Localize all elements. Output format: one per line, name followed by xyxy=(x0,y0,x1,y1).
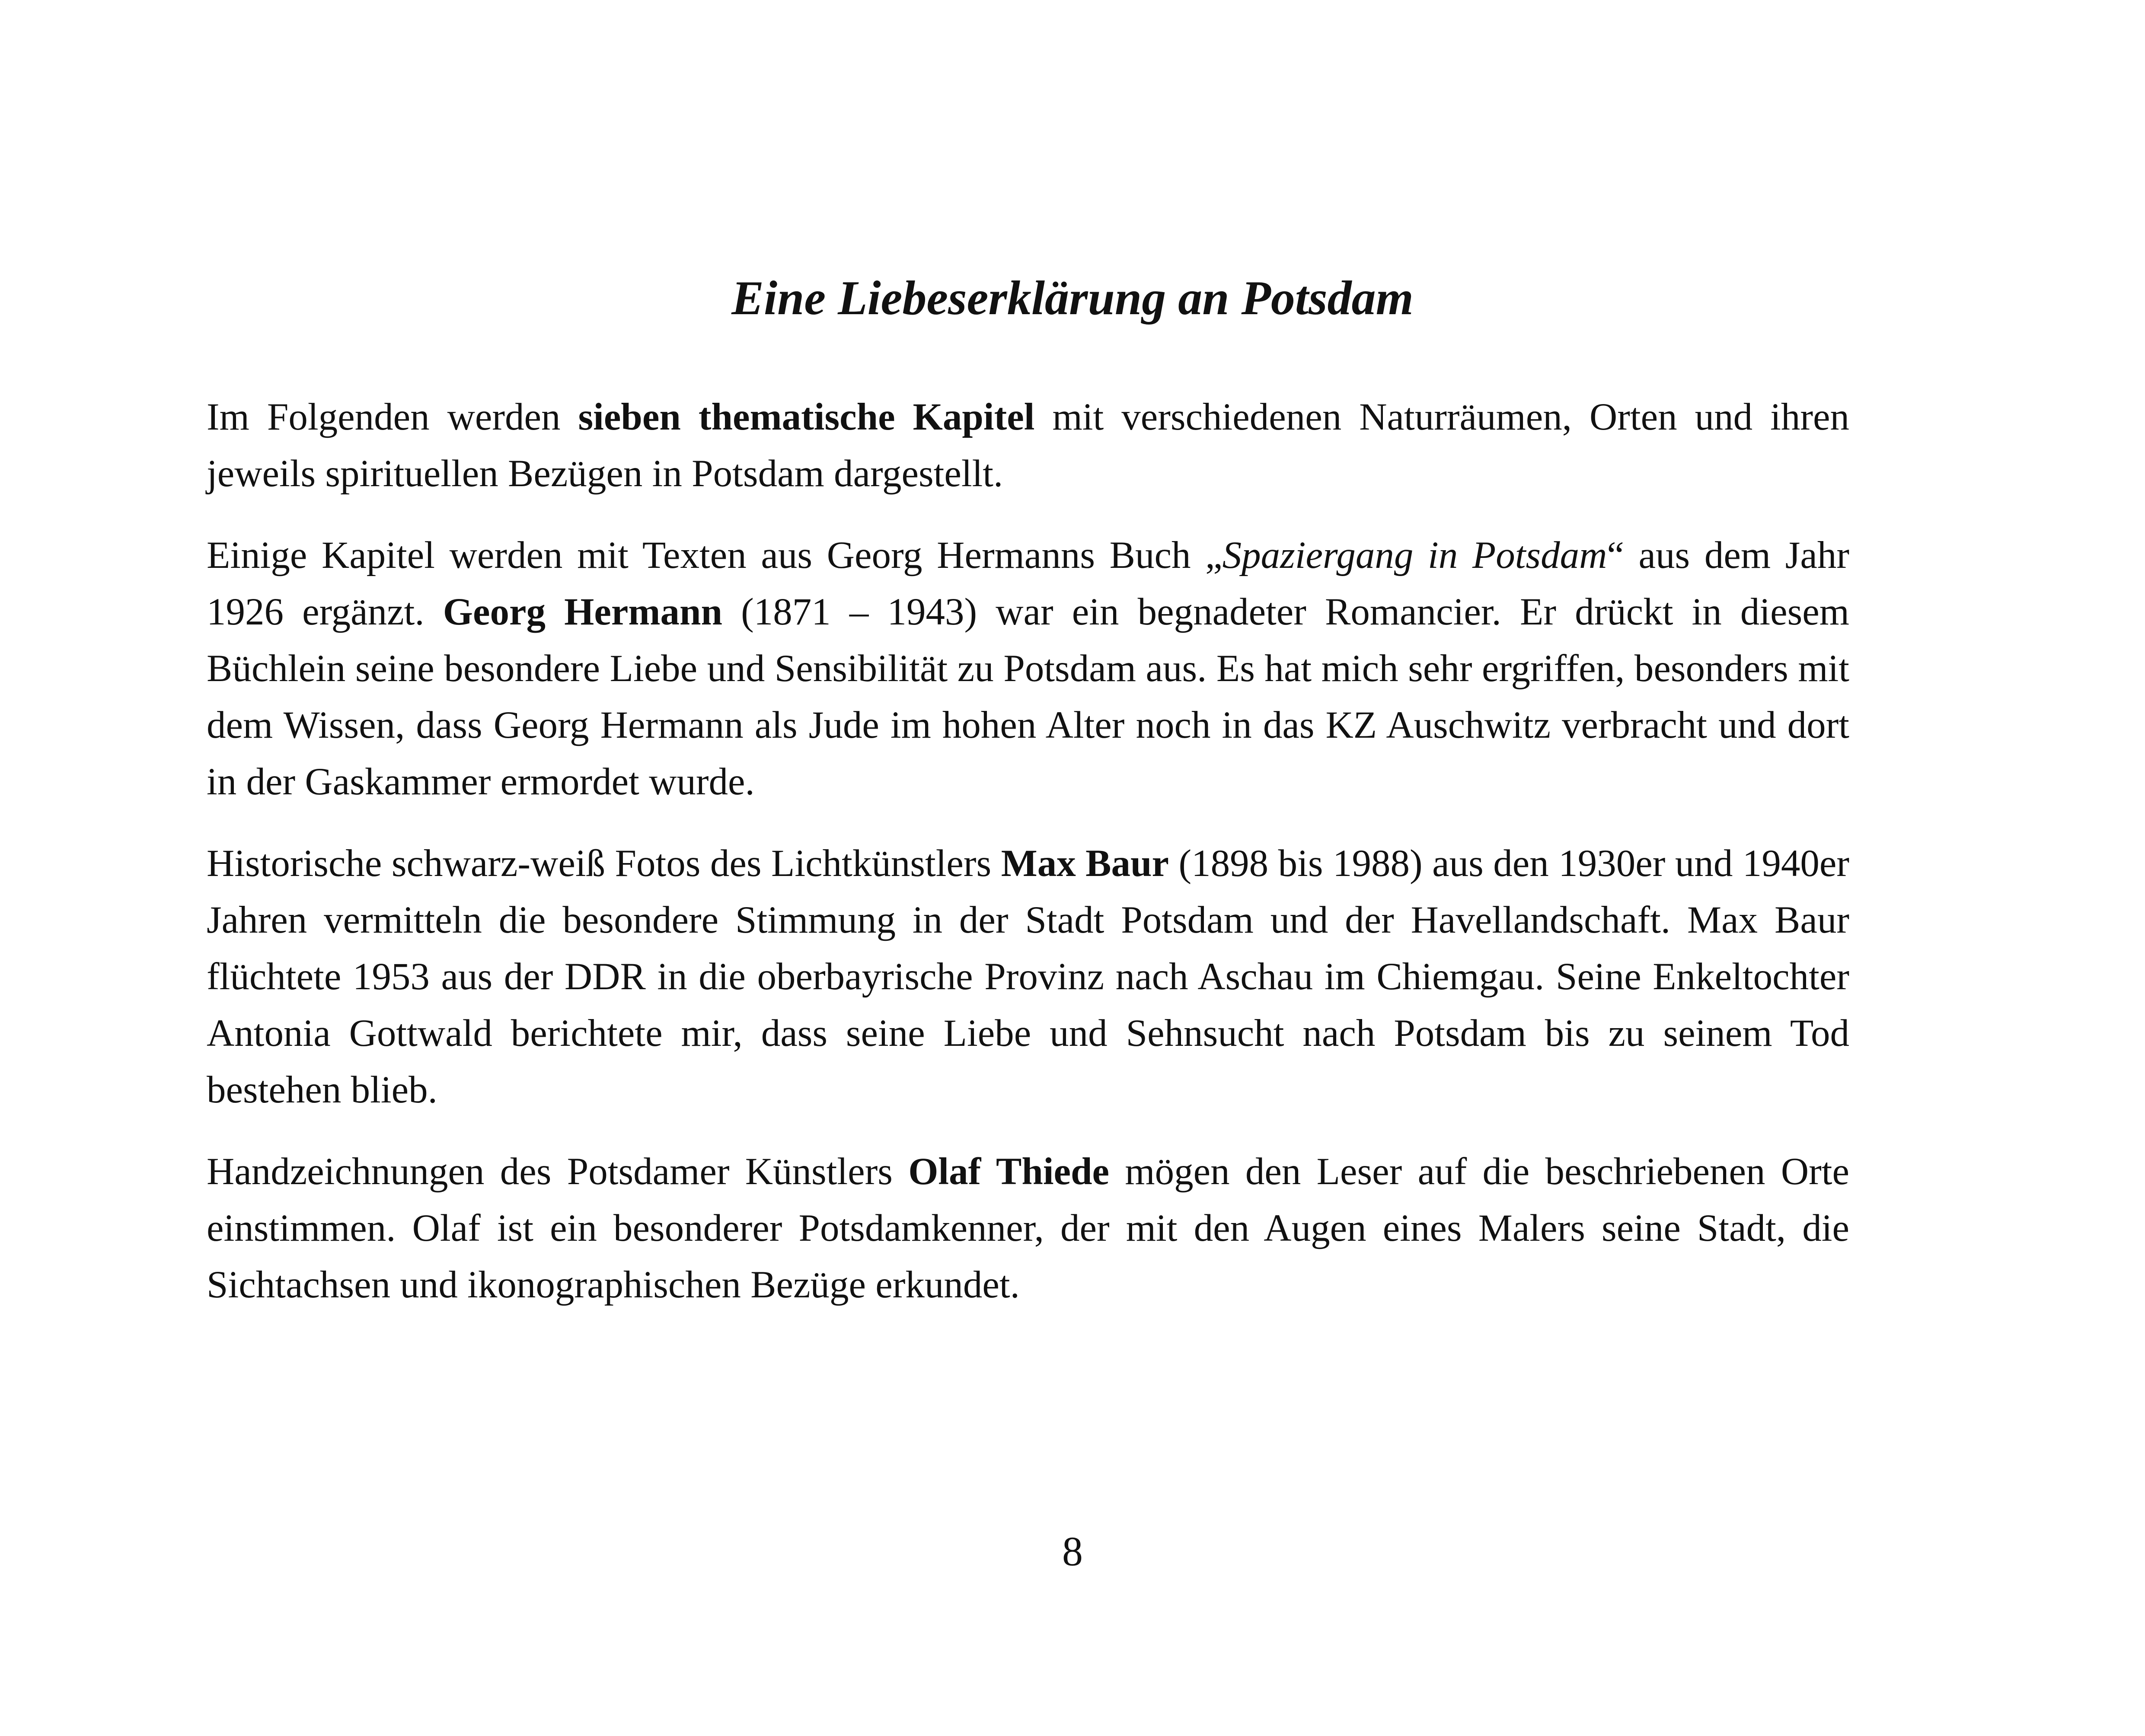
bold-text: Georg Hermann xyxy=(443,591,722,633)
body-text xyxy=(207,389,1849,1338)
text-run: (1898 bis 1988) aus den 1930er und 1940er Jahren vermitteln die besondere Stimmung in der Stadt Potsdam und der Havellandschaft. Max Baur flüchtete 1953 aus der DDR in die oberbayrische Provinz nach Aschau im Chiemgau. Seine Enkeltochter Antonia Gottwald berichtete mir, dass seine Liebe und Sehnsucht nach Potsdam bis zu seinem Tod bestehen blieb. xyxy=(207,842,1849,1111)
text-run: Historische schwarz-weiß Fotos des Lichtkünstlers xyxy=(207,842,1001,885)
book-title: Spaziergang in Potsdam xyxy=(1222,534,1607,577)
bold-text: Olaf Thiede xyxy=(908,1150,1110,1193)
text-run: mögen den Leser auf die beschriebenen Orte einstimmen. Olaf ist ein besonderer Potsdamkenner, der mit den Augen eines Malers seine Stadt, die Sichtachsen und ikonographischen Bezüge erkundet. xyxy=(207,1150,1849,1306)
paragraph-chapters xyxy=(207,389,1849,502)
text-run: mit verschiedenen Naturräumen, Orten und ihren jeweils spirituellen Bezügen in Potsdam dargestellt. xyxy=(207,396,1849,495)
text-run: Einige Kapitel werden mit Texten aus Georg Hermanns Buch „ xyxy=(207,534,1223,577)
text-run: Handzeichnungen des Potsdamer Künstlers xyxy=(207,1150,909,1193)
paragraph-olaf-thiede xyxy=(207,1144,1849,1313)
paragraph-georg-hermann xyxy=(207,527,1849,810)
page-number: 8 xyxy=(1062,1528,1083,1574)
text-run: “ aus dem Jahr 1926 ergänzt. xyxy=(207,534,1849,633)
bold-text: Max Baur xyxy=(1001,842,1169,885)
bold-text: sieben thematische Kapitel xyxy=(578,396,1035,438)
text-run: Im Folgenden werden xyxy=(207,396,578,438)
paragraph-max-baur xyxy=(207,835,1849,1118)
text-run: (1871 – 1943) war ein begnadeter Romancier. Er drückt in diesem Büchlein seine besondere Liebe und Sensibilität zu Potsdam aus. Es hat mich sehr ergriffen, besonders mit dem Wissen, dass Georg Hermann als Jude im hohen Alter noch in das KZ Auschwitz verbracht und dort in der Gaskammer ermordet wurde. xyxy=(207,591,1849,803)
page-title: Eine Liebeserklärung an Potsdam xyxy=(731,271,1414,325)
